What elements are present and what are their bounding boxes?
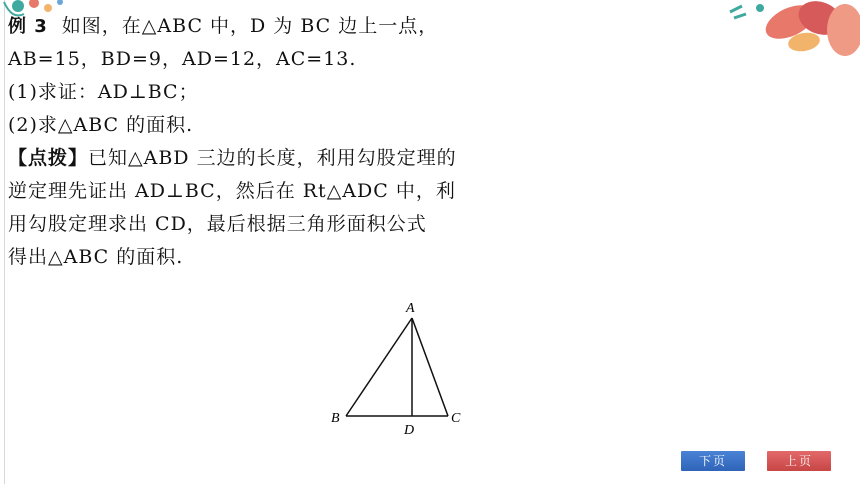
example-label: 例 3 [8,16,48,37]
hint-line-1: 【点拨】已知△ABD 三边的长度，利用勾股定理的 [8,147,457,169]
label-c: C [451,411,461,426]
label-d: D [404,423,415,438]
previous-page-button[interactable]: 上页 [767,451,831,471]
next-page-button[interactable]: 下页 [681,451,745,471]
problem-text [8,10,468,274]
label-b: B [331,411,340,426]
hint-line-2: 逆定理先证出 AD⊥BC，然后在 Rt△ADC 中，利 [8,180,456,202]
segment-ab [346,318,412,416]
left-border [4,0,5,484]
corner-decoration-right [720,0,860,60]
problem-line-2: AB=15，BD=9，AD=12，AC=13. [8,48,357,70]
triangle-figure [320,292,480,442]
question-2: (2)求△ABC 的面积. [8,114,194,136]
question-1: (1)求证：AD⊥BC； [8,81,199,103]
hint-line-3: 用勾股定理求出 CD，最后根据三角形面积公式 [8,213,427,235]
label-a: A [406,301,415,316]
hint-label: 【点拨】 [8,147,89,169]
hint-line-4: 得出△ABC 的面积. [8,246,184,268]
segment-ac [412,318,448,416]
problem-line-1: 例 3 如图，在△ABC 中，D 为 BC 边上一点， [8,15,439,37]
